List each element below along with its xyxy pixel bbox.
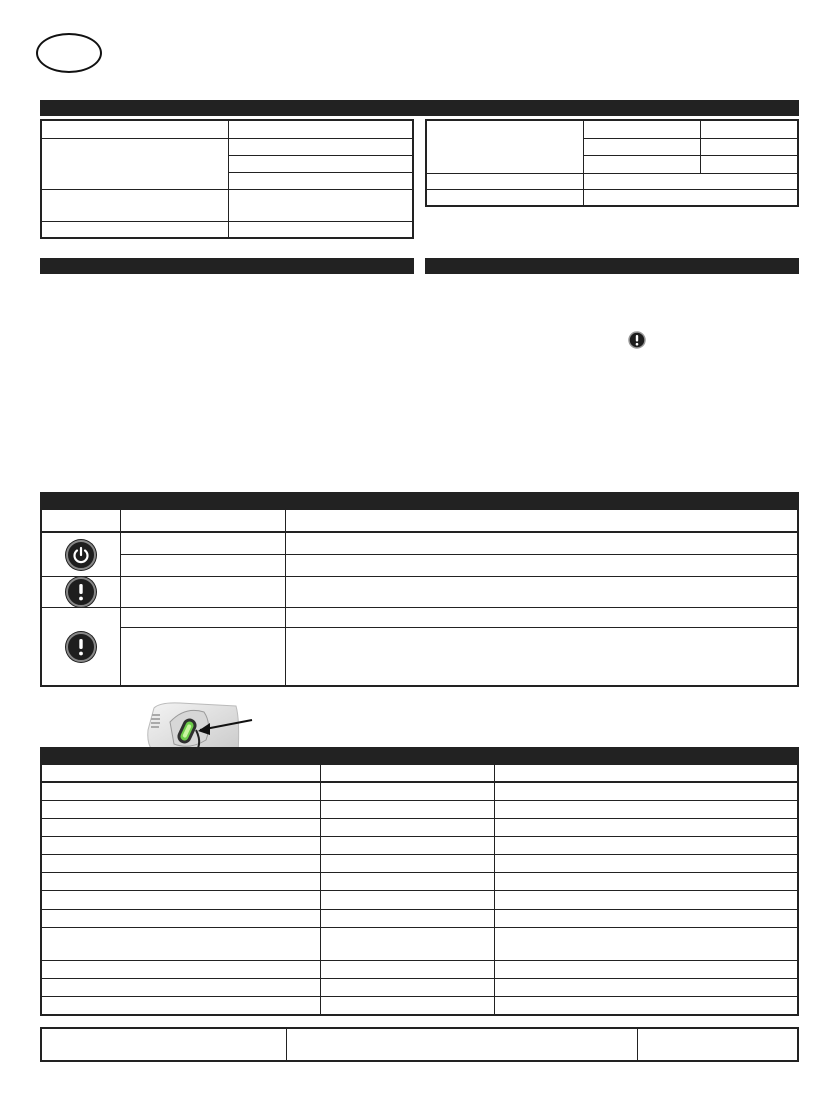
settings-cell: [495, 979, 799, 997]
footer-cell: [638, 1028, 799, 1061]
settings-cell: [495, 961, 799, 979]
settings-cell: [41, 979, 321, 997]
footer-box: [40, 1027, 799, 1062]
spec-cell: [41, 221, 229, 238]
legend-cell: [121, 576, 286, 607]
settings-header-bar: [40, 747, 799, 763]
legend-cell: [286, 532, 799, 554]
settings-cell: [321, 961, 495, 979]
settings-cell: [41, 818, 321, 836]
spec-cell: [426, 190, 584, 206]
status-legend-header-bar: [40, 492, 799, 508]
spec-cell: [584, 190, 799, 206]
settings-cell: [495, 782, 799, 800]
settings-header-cell: [41, 764, 321, 782]
legend-icon-cell: [41, 576, 121, 607]
legend-cell: [286, 628, 799, 686]
legend-cell: [121, 628, 286, 686]
settings-cell: [321, 891, 495, 909]
legend-header-cell: [286, 509, 799, 532]
settings-cell: [495, 837, 799, 855]
settings-cell: [495, 873, 799, 891]
settings-cell: [41, 873, 321, 891]
settings-header-cell: [321, 764, 495, 782]
settings-cell: [41, 855, 321, 873]
status-legend-title: [40, 496, 46, 508]
settings-cell: [321, 782, 495, 800]
settings-cell: [321, 837, 495, 855]
spec-cell: [584, 120, 701, 138]
spec-cell: [701, 120, 799, 138]
spec-cell: [229, 221, 414, 238]
settings-cell: [495, 909, 799, 927]
warning-icon: [66, 577, 96, 607]
legend-cell: [121, 554, 286, 576]
settings-cell: [321, 979, 495, 997]
spec-table-left: [40, 119, 414, 239]
settings-cell: [321, 927, 495, 960]
spec-cell: [426, 173, 584, 189]
spec-cell: [41, 138, 229, 189]
settings-cell: [321, 800, 495, 818]
warning-icon: [66, 632, 96, 662]
settings-cell: [41, 961, 321, 979]
spec-cell: [701, 138, 799, 155]
settings-cell: [321, 873, 495, 891]
spec-cell: [41, 120, 229, 138]
spec-cell: [229, 120, 414, 138]
right-panel-title: [425, 262, 431, 274]
settings-title: [40, 751, 46, 763]
left-panel-header-bar: [40, 258, 414, 274]
legend-header-cell: [41, 509, 121, 532]
spec-cell: [229, 189, 414, 221]
legend-cell: [286, 608, 799, 628]
settings-cell: [321, 997, 495, 1015]
settings-cell: [321, 855, 495, 873]
settings-cell: [41, 782, 321, 800]
footer-cell: [287, 1028, 638, 1061]
legend-header-cell: [121, 509, 286, 532]
settings-cell: [495, 800, 799, 818]
left-panel-title: [40, 262, 46, 274]
status-legend-table: [40, 508, 799, 687]
legend-icon-cell: [41, 608, 121, 686]
settings-cell: [41, 997, 321, 1015]
spec-cell: [41, 189, 229, 221]
settings-cell: [495, 818, 799, 836]
spec-cell: [229, 155, 414, 172]
settings-cell: [41, 891, 321, 909]
spec-header-title: [40, 104, 46, 116]
spec-cell: [229, 138, 414, 155]
spec-cell: [584, 156, 701, 173]
legend-cell: [286, 554, 799, 576]
language-badge: [36, 33, 102, 73]
settings-cell: [321, 909, 495, 927]
legend-cell: [121, 532, 286, 554]
settings-header-cell: [495, 764, 799, 782]
spec-cell: [426, 120, 584, 173]
footer-cell: [41, 1028, 287, 1061]
power-icon: [66, 540, 96, 570]
settings-cell: [495, 891, 799, 909]
right-panel-header-bar: [425, 258, 799, 274]
spec-header-bar: [40, 100, 799, 116]
spec-cell: [229, 172, 414, 189]
spec-cell: [584, 173, 799, 189]
settings-cell: [41, 800, 321, 818]
settings-cell: [321, 818, 495, 836]
settings-cell: [41, 837, 321, 855]
settings-cell: [495, 997, 799, 1015]
legend-cell: [121, 608, 286, 628]
spec-table-right: [425, 119, 799, 207]
warning-icon: [628, 331, 646, 349]
settings-cell: [495, 927, 799, 960]
settings-cell: [495, 855, 799, 873]
legend-cell: [286, 576, 799, 607]
legend-icon-cell: [41, 532, 121, 576]
settings-cell: [41, 927, 321, 960]
spec-cell: [584, 138, 701, 155]
settings-cell: [41, 909, 321, 927]
settings-table: [40, 763, 799, 1016]
spec-cell: [701, 156, 799, 173]
